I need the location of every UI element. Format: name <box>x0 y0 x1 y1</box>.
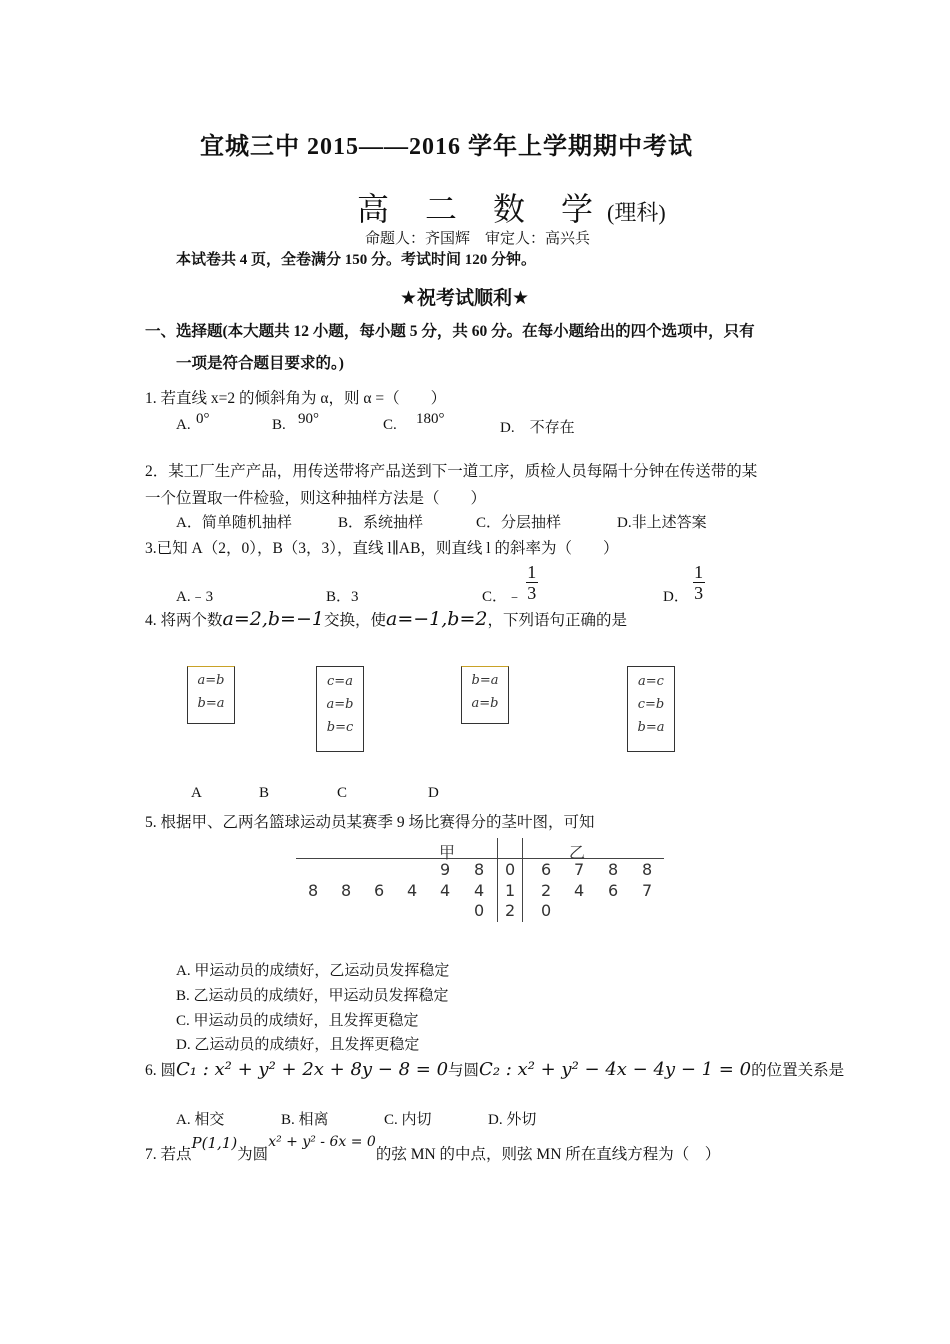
statement: b=c <box>326 720 354 735</box>
exam-info: 本试卷共 4 页，全卷满分 150 分。考试时间 120 分钟。 <box>176 252 537 268</box>
q6-option-b: B. 相离 <box>281 1112 329 1128</box>
stem-divider-left <box>497 838 498 922</box>
leaf: 8 <box>308 881 319 900</box>
question-2-line1: 2．某工厂生产产品，用传送带将产品送到下一道工序，质检人员每隔十分钟在传送带的某 <box>145 463 758 480</box>
q2-option-a: A．简单随机抽样 <box>176 515 292 531</box>
q3-option-b: B．3 <box>326 589 359 605</box>
q5-option-c: C. 甲运动员的成绩好，且发挥更稳定 <box>176 1013 419 1029</box>
q1-option-a-value: 0° <box>196 411 210 427</box>
q6-option-c: C. 内切 <box>384 1112 432 1128</box>
q1-option-b-label: B. <box>272 417 286 433</box>
question-5-stem: 5. 根据甲、乙两名篮球运动员某赛季 9 场比赛得分的茎叶图，可知 <box>145 814 595 831</box>
q4-label-d: D <box>428 785 439 801</box>
leaf: 7 <box>574 860 585 879</box>
q4-prefix: 4. 将两个数 <box>145 612 223 629</box>
q4-label-c: C <box>337 785 348 801</box>
authors-line: 命题人：齐国辉 审定人：高兴兵 <box>365 231 591 247</box>
statement: a=b <box>197 673 225 688</box>
q7-middle: 为圆 <box>237 1146 269 1163</box>
question-6-stem <box>145 1058 844 1080</box>
leaf: 4 <box>407 881 418 900</box>
q4-middle: 交换，使 <box>323 612 386 629</box>
q5-option-d: D. 乙运动员的成绩好，且发挥更稳定 <box>176 1037 420 1053</box>
q4-expr-after: a=−1,b=2 <box>386 608 488 630</box>
leaf: 6 <box>608 881 619 900</box>
statement: b=a <box>197 696 225 711</box>
q6-option-d: D. 外切 <box>488 1112 537 1128</box>
q6-option-a: A. 相交 <box>176 1112 225 1128</box>
leaf: 0 <box>541 901 552 920</box>
leaf: 4 <box>474 881 485 900</box>
q2-option-c: C．分层抽样 <box>476 515 562 531</box>
q7-suffix: 的弦 MN 的中点，则弦 MN 所在直线方程为（ ） <box>375 1146 721 1163</box>
stem-divider-right <box>522 838 523 922</box>
q2-option-b: B．系统抽样 <box>338 515 424 531</box>
q3-option-d <box>663 559 705 606</box>
q5-option-a: A. 甲运动员的成绩好，乙运动员发挥稳定 <box>176 963 450 979</box>
q4-program-box-a <box>187 666 235 724</box>
q4-suffix: ，下列语句正确的是 <box>487 612 627 629</box>
q3-option-d-fraction <box>693 562 705 603</box>
q4-program-box-d <box>627 666 675 752</box>
fraction-denominator: 3 <box>527 583 537 603</box>
leaf: 8 <box>341 881 352 900</box>
statement: a=b <box>471 696 499 711</box>
q3-option-c <box>482 559 538 606</box>
header-rule <box>296 858 664 859</box>
fraction-numerator: 1 <box>527 562 537 582</box>
question-3-stem: 3.已知 A（2，0），B（3，3），直线 l∥AB，则直线 l 的斜率为（ ） <box>145 540 619 557</box>
q6-prefix: 6. 圆 <box>145 1062 177 1079</box>
q3-option-c-label: C．﹣ <box>482 589 523 605</box>
subject-name: 高 二 数 学 <box>357 191 608 227</box>
q6-suffix: 的位置关系是 <box>751 1062 845 1079</box>
q4-program-box-c <box>461 666 509 724</box>
leaf: 8 <box>474 860 485 879</box>
statement: b=a <box>471 673 499 688</box>
leaf: 6 <box>541 860 552 879</box>
q3-option-a: A.﹣3 <box>176 589 214 605</box>
leaf: 8 <box>642 860 653 879</box>
leaf: 8 <box>608 860 619 879</box>
q7-prefix: 7. 若点 <box>145 1146 192 1163</box>
q4-label-b: B <box>259 785 270 801</box>
q5-option-b: B. 乙运动员的成绩好，甲运动员发挥稳定 <box>176 988 449 1004</box>
section-1-instructions-line2: 一项是符合题目要求的。) <box>176 355 344 372</box>
q4-program-box-b <box>316 666 364 752</box>
leaf: 9 <box>440 860 451 879</box>
fraction-denominator: 3 <box>694 583 704 603</box>
leaf: 6 <box>374 881 385 900</box>
section-1-instructions-line1: 一、选择题(本大题共 12 小题，每小题 5 分，共 60 分。在每小题给出的四个选项中，只有 <box>145 323 755 340</box>
leaf: 4 <box>440 881 451 900</box>
q6-circle-2-equation: C₂ : x² + y² − 4x − 4y − 1 = 0 <box>479 1059 752 1080</box>
exam-title: 宜城三中 2015——2016 学年上学期期中考试 <box>200 134 693 160</box>
stem-value: 0 <box>505 860 516 879</box>
leaf: 2 <box>541 881 552 900</box>
leaf: 4 <box>574 881 585 900</box>
q1-option-d: D. 不存在 <box>500 420 575 436</box>
q1-option-b-value: 90° <box>298 411 319 427</box>
leaf: 0 <box>474 901 485 920</box>
q4-expr-before: a=2,b=−1 <box>222 608 324 630</box>
leaf: 7 <box>642 881 653 900</box>
q3-option-d-label: D． <box>663 589 689 605</box>
q4-label-a: A <box>191 785 202 801</box>
subject-heading <box>357 184 666 230</box>
question-7-stem <box>145 1134 720 1164</box>
question-1-stem: 1. 若直线 x=2 的倾斜角为 α，则 α =（ ） <box>145 390 447 407</box>
q6-circle-1-equation: C₁ : x² + y² + 2x + 8y − 8 = 0 <box>176 1059 449 1080</box>
q2-option-d: D.非上述答案 <box>617 515 707 531</box>
question-2-line2: 一个位置取一件检验，则这种抽样方法是（ ） <box>145 490 487 507</box>
statement: c=b <box>637 697 665 712</box>
q1-option-c-label: C. <box>383 417 397 433</box>
q1-option-a-label: A. <box>176 417 191 433</box>
subject-note: (理科) <box>607 200 666 225</box>
stem-value: 2 <box>505 901 516 920</box>
statement: b=a <box>637 720 665 735</box>
q7-point: P(1,1) <box>191 1134 238 1152</box>
question-4-stem <box>145 608 627 630</box>
q3-option-c-fraction <box>526 562 538 603</box>
fraction-numerator: 1 <box>694 562 704 582</box>
q7-circle-equation: x² + y² - 6x = 0 <box>268 1134 376 1150</box>
stem-and-leaf-plot <box>296 838 666 922</box>
statement: a=c <box>638 674 664 689</box>
good-luck-banner: ★祝考试顺利★ <box>400 287 530 309</box>
left-player-header: 甲 <box>439 843 456 862</box>
statement: a=b <box>326 697 354 712</box>
q6-middle: 与圆 <box>448 1062 480 1079</box>
statement: c=a <box>327 674 353 689</box>
stem-value: 1 <box>505 881 516 900</box>
q1-option-c-value: 180° <box>416 411 445 427</box>
right-player-header: 乙 <box>569 843 586 862</box>
